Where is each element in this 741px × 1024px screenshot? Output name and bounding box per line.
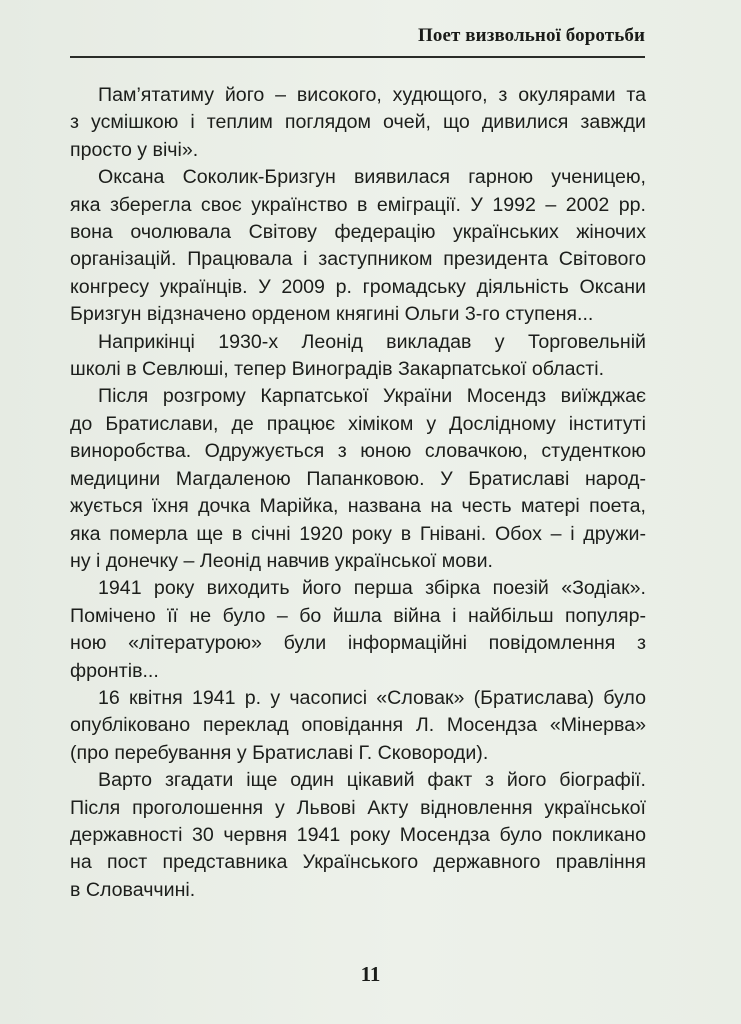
text-line: опубліковано переклад оповідання Л. Мосендза «Мінерва»	[70, 714, 646, 737]
text-line: виноробства. Одружується з юною словачкою, студенткою	[70, 440, 646, 463]
body-text	[70, 82, 646, 904]
page-number: 11	[360, 962, 381, 986]
text-line: медицини Магдаленою Папанковою. У Братиславі народ-	[70, 467, 646, 490]
text-line: організацій. Працювала і заступником президента Світового	[70, 248, 646, 271]
text-line: яка зберегла своє українство в еміграції. У 1992 – 2002 рр.	[70, 193, 646, 216]
paragraph	[70, 164, 646, 328]
text-line: 1941 року виходить його перша збірка поезій «Зодіак».	[98, 577, 646, 600]
text-line: Пам’ятатиму його – високого, худющого, з окулярами та	[98, 84, 646, 106]
paragraph	[70, 767, 646, 904]
text-line: 16 квітня 1941 р. у часописі «Словак» (Братислава) було	[98, 686, 646, 709]
text-line: Бризгун відзначено орденом княгині Ольги 3-го ступеня...	[70, 303, 594, 326]
text-line: просто у вічі».	[70, 138, 199, 161]
text-line: Наприкінці 1930-х Леонід викладав у Торговельній	[98, 330, 646, 353]
header-rule	[70, 56, 645, 58]
text-line: Варто згадати іще один цікавий факт з його біографії.	[98, 769, 646, 792]
text-line: жується їхня дочка Марійка, названа на честь матері поета,	[70, 495, 646, 518]
text-line: ну і донечку – Леонід навчив української мови.	[70, 549, 493, 572]
text-line: школі в Севлюші, тепер Виноградів Закарпатської області.	[70, 358, 605, 381]
text-line: (про перебування у Братиславі Г. Сковороди).	[70, 741, 489, 764]
text-line: яка померла ще в січні 1920 року в Гнівані. Обох – і дружи-	[70, 522, 646, 545]
text-line: ною «літературою» були інформаційні повідомлення з	[70, 632, 646, 655]
paragraph	[70, 82, 646, 164]
running-head: Поет визвольної боротьби	[418, 25, 645, 46]
paragraph	[70, 575, 646, 685]
text-line: державності 30 червня 1941 року Мосендза було покликано	[70, 823, 646, 846]
text-line: конгресу українців. У 2009 р. громадську діяльність Оксани	[70, 275, 646, 298]
text-line: Помічено її не було – бо йшла війна і найбільш популяр-	[70, 604, 646, 627]
text-line: до Братислави, де працює хіміком у Дослідному інституті	[70, 412, 646, 435]
text-line: вона очолювала Світову федерацію українських жіночих	[70, 221, 646, 244]
text-line: Оксана Соколик-Бризгун виявилася гарною ученицею,	[98, 166, 646, 189]
paragraph	[70, 685, 646, 767]
text-line: з усмішкою і теплим поглядом очей, що дивилися завжди	[70, 111, 646, 134]
text-line: Після розгрому Карпатської України Мосендз виїжджає	[98, 385, 646, 408]
text-line: фронтів...	[70, 659, 159, 682]
paragraph	[70, 329, 646, 384]
paragraph	[70, 383, 646, 575]
text-line: на пост представника Українського державного правління	[70, 851, 646, 874]
text-line: Після проголошення у Львові Акту відновлення української	[70, 796, 646, 819]
text-line: в Словаччині.	[70, 878, 196, 901]
